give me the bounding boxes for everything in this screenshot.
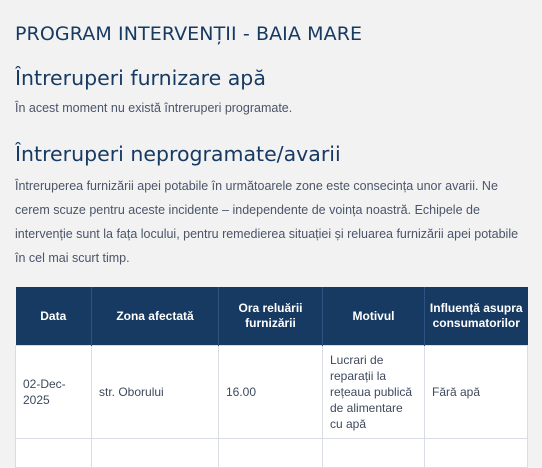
cell-resume-time: 16.00 xyxy=(219,346,323,439)
cell-impact xyxy=(425,439,528,468)
planned-interruptions-text: În acest moment nu există întreruperi programate. xyxy=(15,101,293,115)
cell-date xyxy=(16,439,92,468)
page-title: PROGRAM INTERVENȚII - BAIA MARE xyxy=(15,23,363,45)
cell-resume-time xyxy=(219,439,323,468)
column-header-date: Data xyxy=(16,287,92,346)
planned-interruptions-heading: Întreruperi furnizare apă xyxy=(15,66,266,90)
cell-zone xyxy=(92,439,219,468)
cell-date: 02-Dec-2025 xyxy=(16,346,92,439)
table-row xyxy=(16,346,528,439)
unplanned-interruptions-text: Întreruperea furnizării apei potabile în următoarele zone este consecința unor avarii. Ne cerem scuze pentru aceste incidente – independente de voința noastră. Echipele de intervenție sunt la fața locului, pentru remedierea situației și reluarea furnizării apei potabile în cel mai scurt timp. xyxy=(15,179,519,265)
table-row xyxy=(16,439,528,468)
cell-reason xyxy=(323,439,425,468)
column-header-impact: Influență asupra consumatorilor xyxy=(425,287,528,346)
cell-zone: str. Oborului xyxy=(92,346,219,439)
table-header xyxy=(16,287,528,346)
unplanned-interruptions-heading: Întreruperi neprogramate/avarii xyxy=(15,142,341,166)
column-header-resume-time: Ora reluării furnizării xyxy=(219,287,323,346)
cell-reason: Lucrari de reparații la rețeaua publică de alimentare cu apă xyxy=(323,346,425,439)
column-header-zone: Zona afectată xyxy=(92,287,219,346)
cell-impact: Fără apă xyxy=(425,346,528,439)
column-header-reason: Motivul xyxy=(323,287,425,346)
interventions-table xyxy=(15,287,528,468)
